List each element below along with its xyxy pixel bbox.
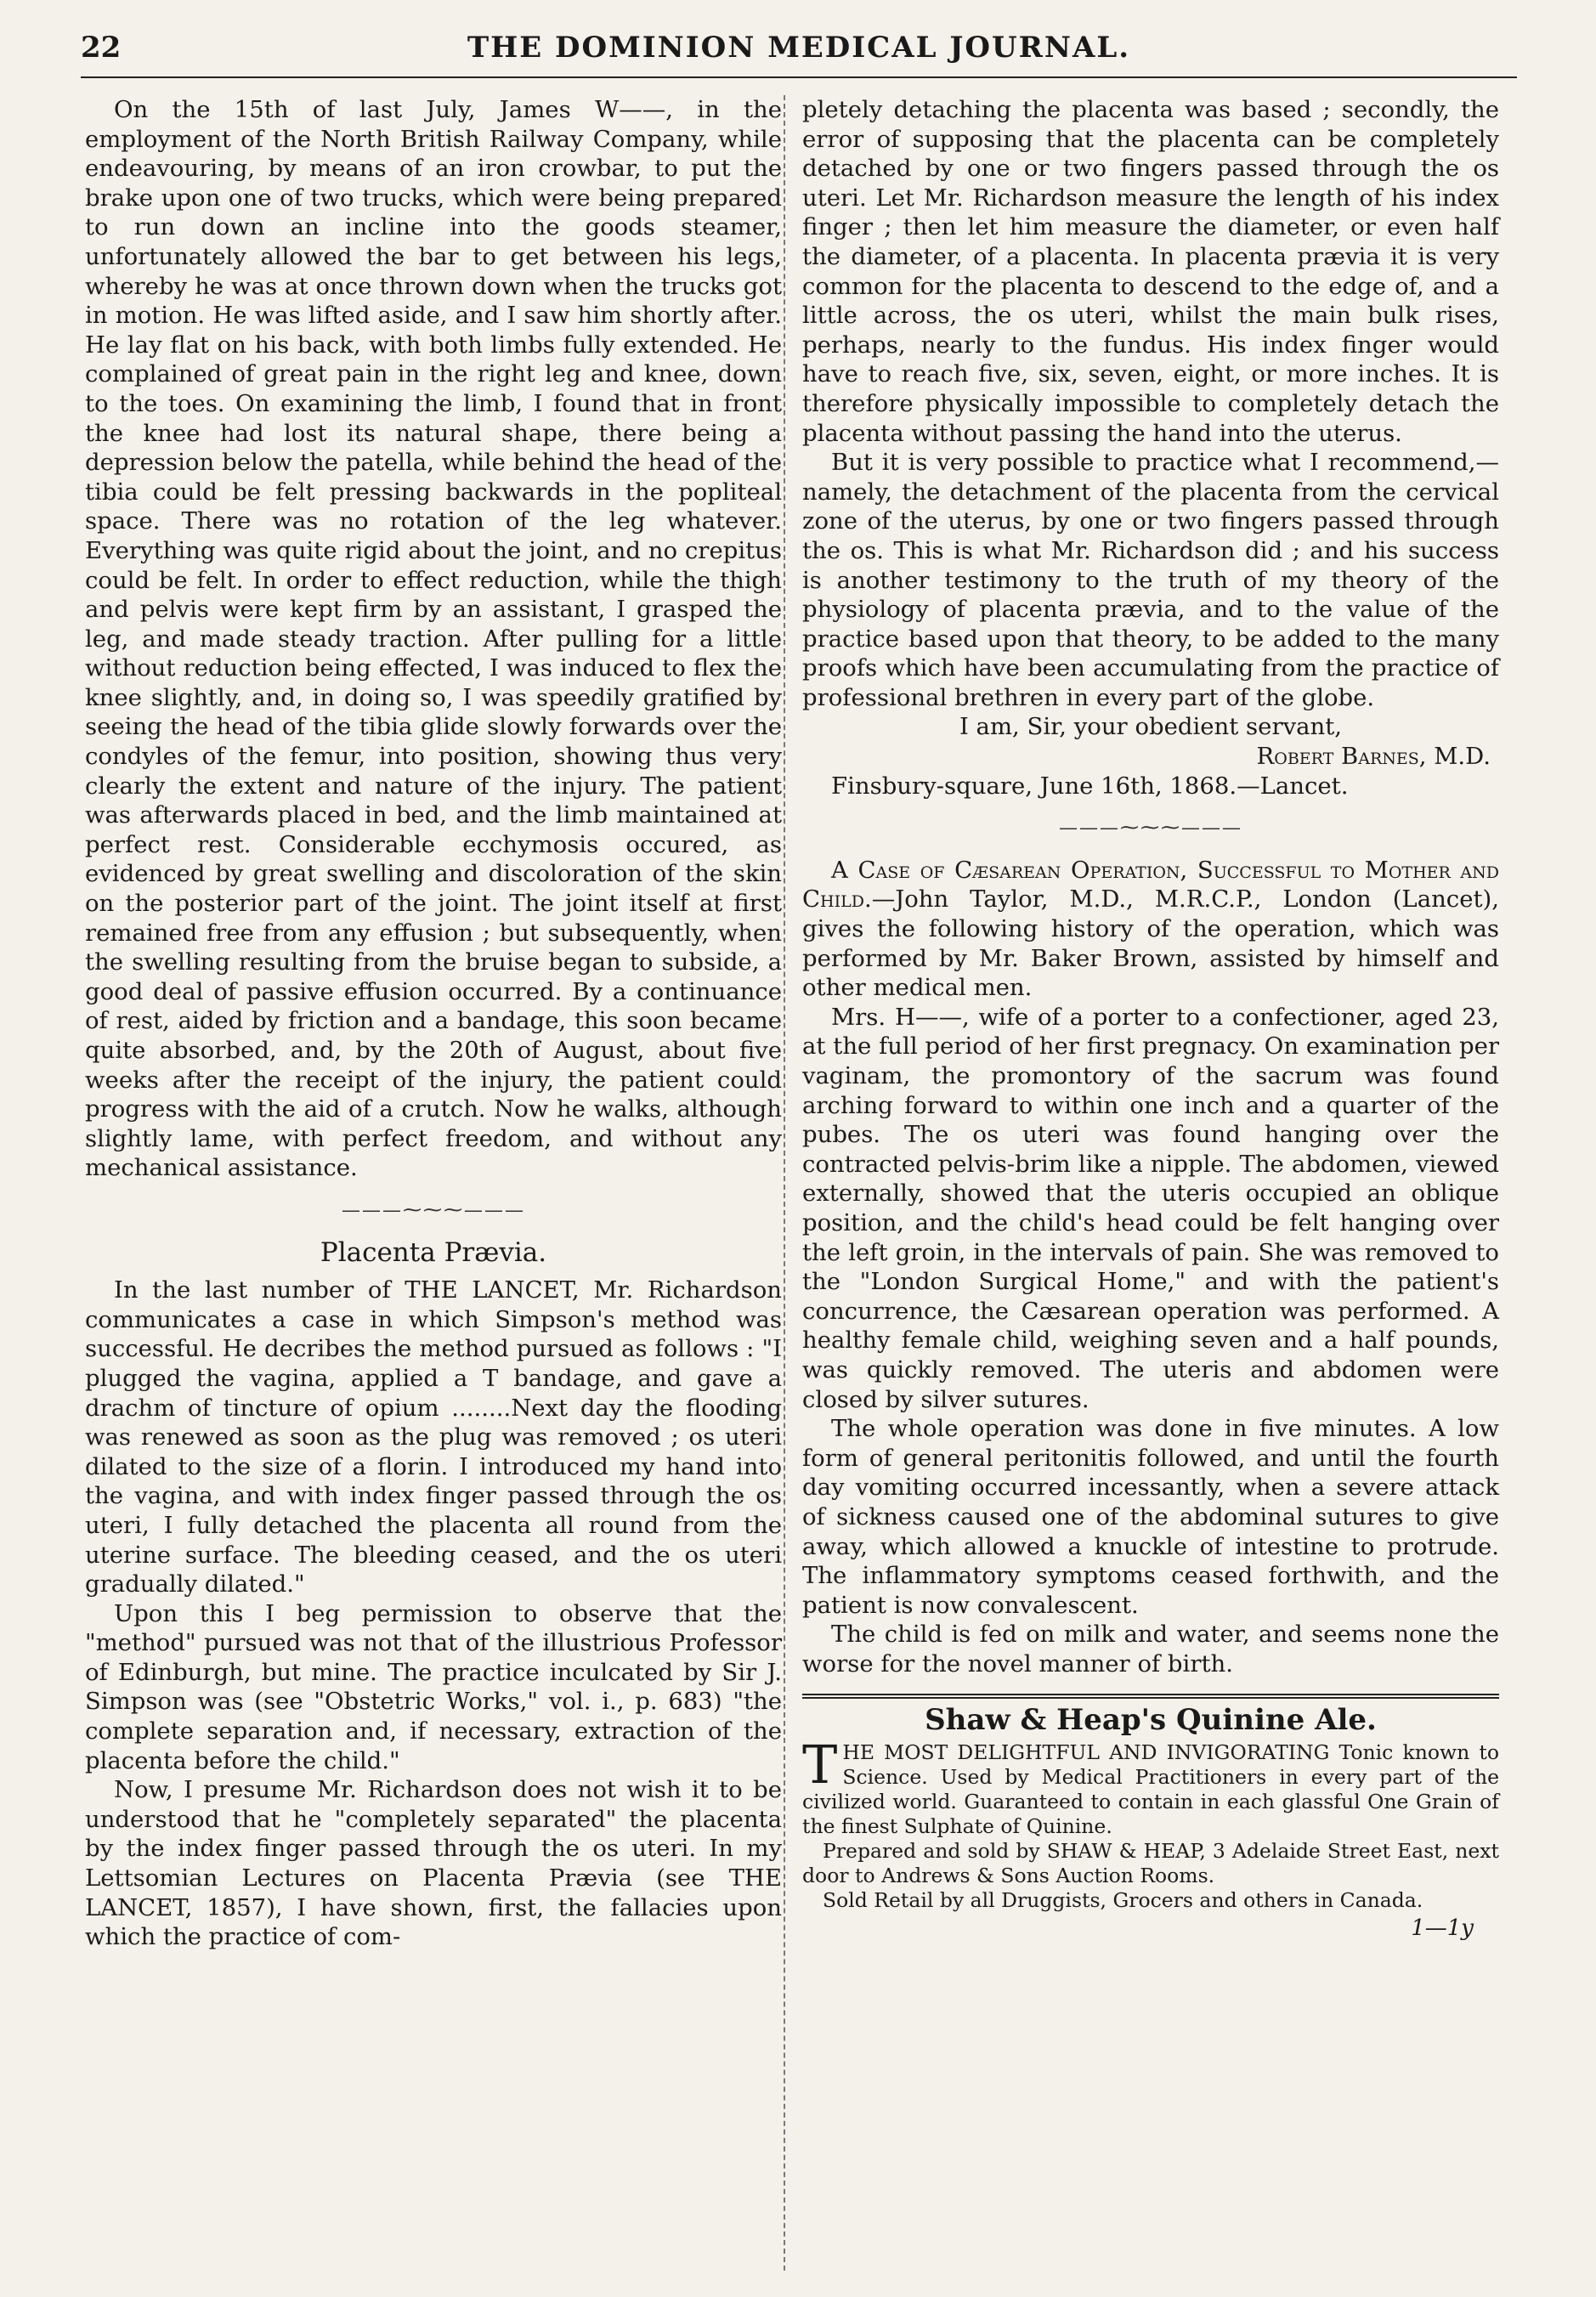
caesarean-title: A Case of Cæsarean Operation, Successful to Mother and Child.	[802, 856, 1499, 914]
advertisement-line-1	[802, 1734, 1499, 1839]
placenta-paragraph-3: Now, I presume Mr. Richardson does not wish it to be understood that he "completely separated" the placenta by the index finger passed through the os uteri. In my Lettsomian Lectures on Placenta Prævia (see THE LANCET, 1857), I have shown, first, the fallacies upon which the practice of com-	[85, 1776, 782, 1951]
advertisement-title: Shaw & Heap's Quinine Ale.	[925, 1703, 1377, 1738]
page-header	[81, 24, 1517, 78]
right-column	[802, 95, 1499, 1941]
caesarean-intro	[802, 856, 1499, 1003]
placenta-continued-paragraph: pletely detaching the placenta was based ; secondly, the error of supposing that the placenta can be completely detached by one or two fingers passed through the os uteri. Let Mr. Richardson measure the length of his index finger ; then let him measure the diameter, or even half the diameter, of a placenta. In placenta prævia it is very common for the placenta to descend to the edge of, and a little across, the os uteri, whilst the main bulk rises, perhaps, nearly to the fundus. His index finger would have to reach five, six, seven, eight, or more inches. It is therefore physically impossible to completely detach the placenta without passing the hand into the uterus.	[802, 96, 1499, 447]
case-report-paragraph: On the 15th of last July, James W——, in the employment of the North British Railway Company, while endeavouring, by means of an iron crowbar, to put the brake upon one of two trucks, which were being prepared to run down an incline into the goods steamer, unfortunately allowed the bar to get between his legs, whereby he was at once thrown down when the trucks got in motion. He was lifted aside, and I saw him shortly after. He lay flat on his back, with both limbs fully extended. He complained of great pain in the right leg and knee, down to the toes. On examining the limb, I found that in front the knee had lost its natural shape, there being a depression below the patella, while behind the head of the tibia could be felt pressing backwards in the popliteal space. There was no rotation of the leg whatever. Everything was quite rigid about the joint, and no crepitus could be felt. In order to effect reduction, while the thigh and pelvis were kept firm by an assistant, I grasped the leg, and made steady traction. After pulling for a little without reduction being effected, I was induced to flex the knee slightly, and, in doing so, I was speedily gratified by seeing the head of the tibia glide slowly forwards over the condyles of the femur, into position, showing thus very clearly the extent and nature of the injury. The patient was afterwards placed in bed, and the limb maintained at perfect rest. Considerable ecchymosis occured, as evidenced by great swelling and discoloration of the skin on the posterior part of the joint. The joint itself at first remained free from any effusion ; but subsequently, when the swelling resulting from the bruise began to subside, a good deal of passive effusion occurred. By a continuance of rest, aided by friction and a bandage, this soon became quite absorbed, and, by the 20th of August, about five weeks after the receipt of the injury, the patient could progress with the aid of a crutch. Now he walks, although slightly lame, with perfect freedom, and without any mechanical assistance.	[85, 96, 782, 1182]
page-number: 22	[81, 31, 122, 65]
advertisement-dropcap: T	[802, 1734, 838, 1796]
letter-salutation: I am, Sir, your obedient servant,	[959, 713, 1343, 741]
placenta-paragraph-2: Upon this I beg permission to observe that the "method" pursued was not that of the illustrious Professor of Edinburgh, but mine. The practice inculcated by Sir J. Simpson was (see "Obstetric Works," vol. i., p. 683) "the complete separation and, if necessary, extraction of the placenta before the child."	[85, 1599, 782, 1774]
caesarean-paragraph-4: The child is fed on milk and water, and seems none the worse for the novel manner of birth.	[802, 1621, 1499, 1677]
column-divider	[784, 95, 785, 2271]
placenta-paragraph-4: But it is very possible to practice what I recommend,—namely, the detachment of the placenta from the cervical zone of the uterus, by one or two fingers passed through the os. This is what Mr. Richardson did ; and his success is another testimony to the truth of my theory of the physiology of placenta prævia, and to the value of the practice based upon that theory, to be added to the many proofs which have been accumulating from the practice of professional brethren in every part of the globe.	[802, 449, 1499, 711]
left-column	[85, 95, 782, 1952]
section-title: Placenta Prævia.	[320, 1236, 547, 1268]
caesarean-intro-text: —John Taylor, M.D., M.R.C.P., London (Lancet), gives the following history of the operation, which was performed by Mr. Baker Brown, assisted by himself and other medical men.	[802, 885, 1499, 1002]
advertisement-rule	[802, 1694, 1499, 1699]
section-ornament-2: ———⁓⁓⁓———	[1059, 818, 1242, 840]
letter-place-date: Finsbury-square, June 16th, 1868.—Lancet.	[831, 772, 1349, 800]
advertisement-line-1-text: HE MOST DELIGHTFUL AND INVIGORATING Tonic known to Science. Used by Medical Practitioners in every part of the civilized world. Guaranteed to contain in each glassful One Grain of the finest Sulphate of Quinine.	[802, 1740, 1499, 1839]
caesarean-paragraph-2: Mrs. H——, wife of a porter to a confectioner, aged 23, at the full period of her first pregnacy. On examination per vaginam, the promontory of the sacrum was found arching forward to within one inch and a quarter of the pubes. The os uteri was found hanging over the contracted pelvis-brim like a nipple. The abdomen, viewed externally, showed that the uteris occupied an oblique position, and the child's head could be felt hanging over the left groin, in the intervals of pain. She was removed to the "London Surgical Home," and with the patient's concurrence, the Cæsarean operation was performed. A healthy female child, weighing seven and a half pounds, was quickly removed. The uteris and abdomen were closed by silver sutures.	[802, 1003, 1499, 1413]
advertisement-line-3: Sold Retail by all Druggists, Grocers and others in Canada.	[823, 1888, 1423, 1913]
advertisement-line-2: Prepared and sold by SHAW & HEAP, 3 Adelaide Street East, next door to Andrews & Sons Auction Rooms.	[802, 1839, 1499, 1888]
advertisement-body	[802, 1734, 1499, 1942]
letter-signature: Robert Barnes, M.D.	[1256, 743, 1491, 771]
caesarean-paragraph-3: The whole operation was done in five minutes. A low form of general peritonitis followed, and until the fourth day vomiting occurred incessantly, when a severe attack of sickness caused one of the abdominal sutures to give away, which allowed a knuckle of intestine to protrude. The inflammatory symptoms ceased forthwith, and the patient is now convalescent.	[802, 1415, 1499, 1619]
journal-title: THE DOMINION MEDICAL JOURNAL.	[467, 31, 1131, 65]
section-ornament: ———⁓⁓⁓———	[342, 1199, 525, 1221]
placenta-paragraph-1: In the last number of THE LANCET, Mr. Richardson communicates a case in which Simpson's method was successful. He decribes the method pursued as follows : "I plugged the vagina, applied a T bandage, and gave a drachm of tincture of opium ........Next day the flooding was renewed as soon as the plug was removed ; os uteri dilated to the size of a florin. I introduced my hand into the vagina, and with index finger passed through the os uteri, I fully detached the placenta all round from the uterine surface. The bleeding ceased, and the os uteri gradually dilated."	[85, 1276, 782, 1598]
advertisement-code: 1—1y	[1411, 1915, 1474, 1942]
